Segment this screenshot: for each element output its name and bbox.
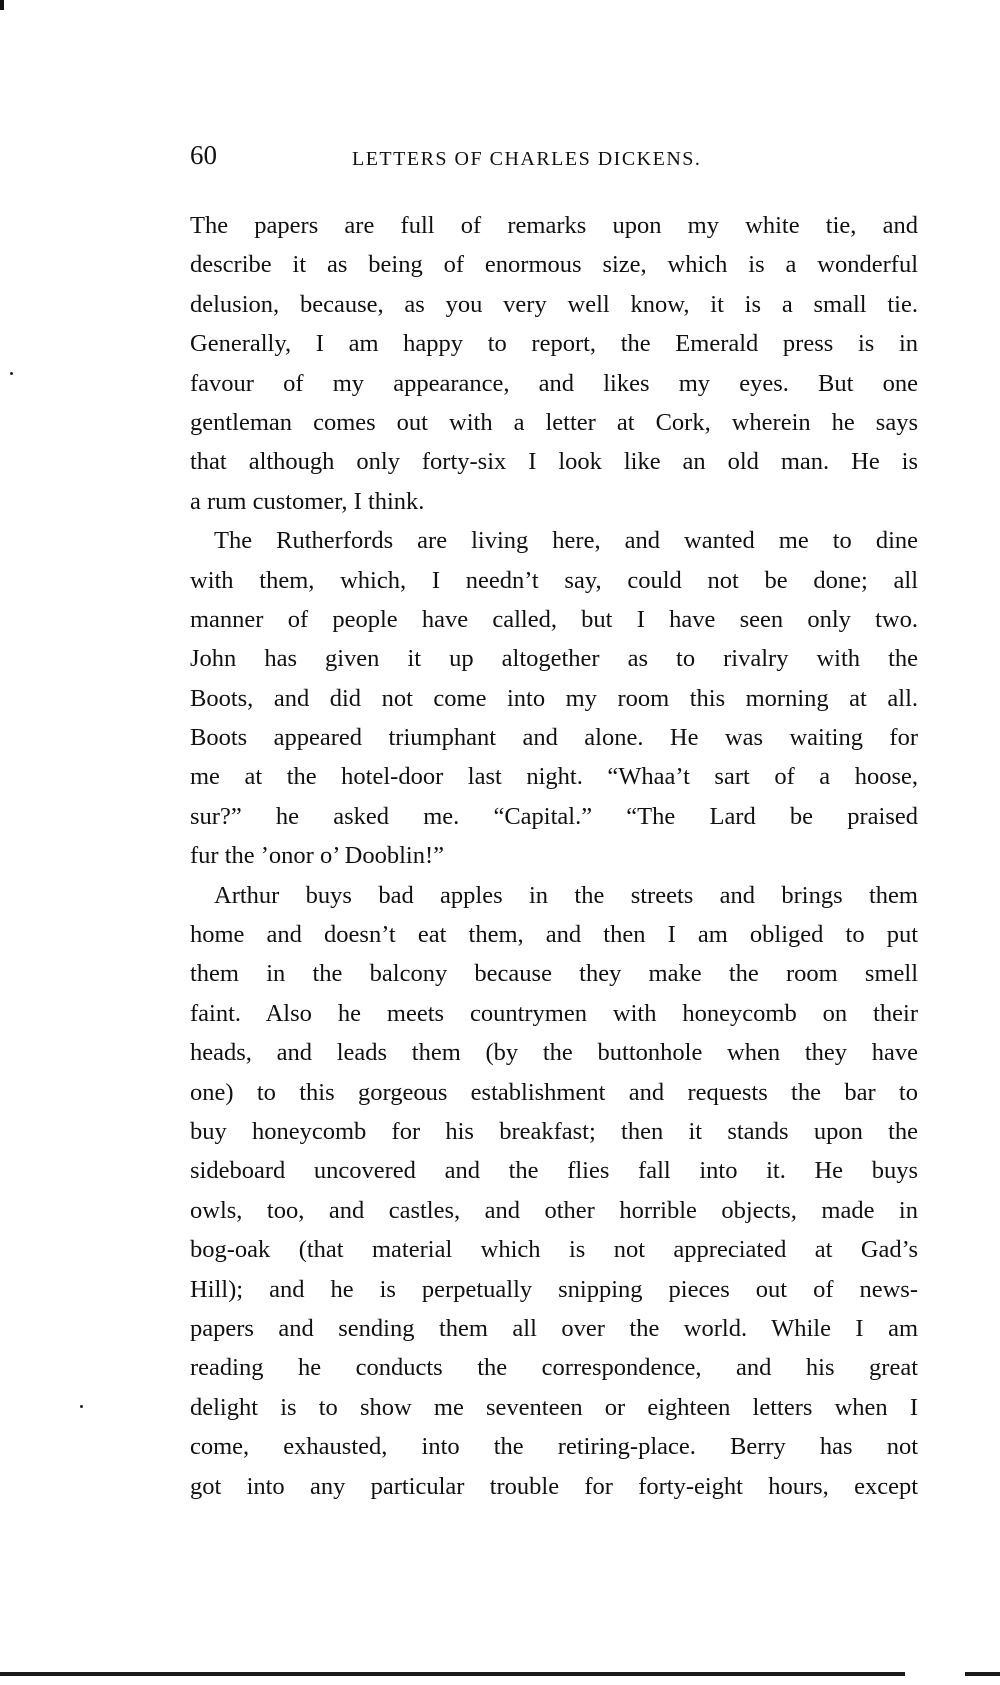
text-line: Boots, and did not come into my room this morning at all. — [190, 684, 918, 712]
paragraph-tie — [190, 206, 918, 521]
text-line: favour of my appearance, and likes my eyes. But one — [190, 369, 918, 397]
text-line: Arthur buys bad apples in the streets and brings them — [214, 881, 918, 909]
running-title: LETTERS OF CHARLES DICKENS. — [352, 148, 702, 170]
text-line: come, exhausted, into the retiring-place. Berry has not — [190, 1433, 918, 1461]
text-line: buy honeycomb for his breakfast; then it stands upon the — [190, 1117, 918, 1145]
text-line: me at the hotel-door last night. “Whaa’t sart of a hoose, — [190, 763, 918, 791]
margin-speck — [80, 1405, 83, 1408]
text-line: bog-oak (that material which is not appreciated at Gad’s — [190, 1236, 918, 1264]
text-line: papers and sending them all over the world. While I am — [190, 1314, 918, 1342]
text-line: gentleman comes out with a letter at Cork, wherein he says — [190, 408, 918, 436]
text-line: reading he conducts the correspondence, and his great — [190, 1354, 918, 1382]
text-line: them in the balcony because they make the room smell — [190, 960, 918, 988]
text-line: heads, and leads them (by the buttonhole when they have — [190, 1039, 918, 1067]
text-line: fur the ’onor o’ Dooblin!” — [190, 842, 444, 870]
margin-speck — [10, 372, 13, 375]
text-line: describe it as being of enormous size, which is a wonderful — [190, 251, 918, 279]
text-line: got into any particular trouble for forty-eight hours, except — [190, 1472, 918, 1500]
text-line: delight is to show me seventeen or eighteen letters when I — [190, 1393, 918, 1421]
running-head — [190, 140, 920, 180]
text-line: Hill); and he is perpetually snipping pieces out of news- — [190, 1275, 918, 1303]
text-line: sideboard uncovered and the flies fall into it. He buys — [190, 1157, 918, 1185]
text-line: faint. Also he meets countrymen with honeycomb on their — [190, 999, 918, 1027]
text-line: owls, too, and castles, and other horrible objects, made in — [190, 1196, 918, 1224]
text-line: that although only forty-six I look like an old man. He is — [190, 448, 918, 476]
text-line: manner of people have called, but I have seen only two. — [190, 605, 918, 633]
text-line: John has given it up altogether as to rivalry with the — [190, 645, 918, 673]
scan-corner-mark — [0, 0, 4, 10]
scan-bottom-edge — [0, 1672, 1000, 1676]
paragraph-rutherfords — [190, 521, 918, 876]
body-text — [190, 206, 918, 1506]
text-line: home and doesn’t eat them, and then I am obliged to put — [190, 921, 918, 949]
text-line: The papers are full of remarks upon my white tie, and — [190, 212, 918, 239]
text-line: Boots appeared triumphant and alone. He was waiting for — [190, 724, 918, 752]
text-line: one) to this gorgeous establishment and requests the bar to — [190, 1078, 918, 1106]
text-line: Generally, I am happy to report, the Emerald press is in — [190, 330, 918, 358]
text-line: with them, which, I needn’t say, could not be done; all — [190, 566, 918, 594]
text-line: The Rutherfords are living here, and wanted me to dine — [214, 527, 918, 555]
scan-bottom-edge-gap — [905, 1672, 965, 1676]
text-line: delusion, because, as you very well know, it is a small tie. — [190, 290, 918, 318]
page-number: 60 — [190, 140, 217, 170]
text-line: a rum customer, I think. — [190, 487, 425, 515]
text-line: sur?” he asked me. “Capital.” “The Lard be praised — [190, 802, 918, 830]
paragraph-arthur — [190, 876, 918, 1506]
